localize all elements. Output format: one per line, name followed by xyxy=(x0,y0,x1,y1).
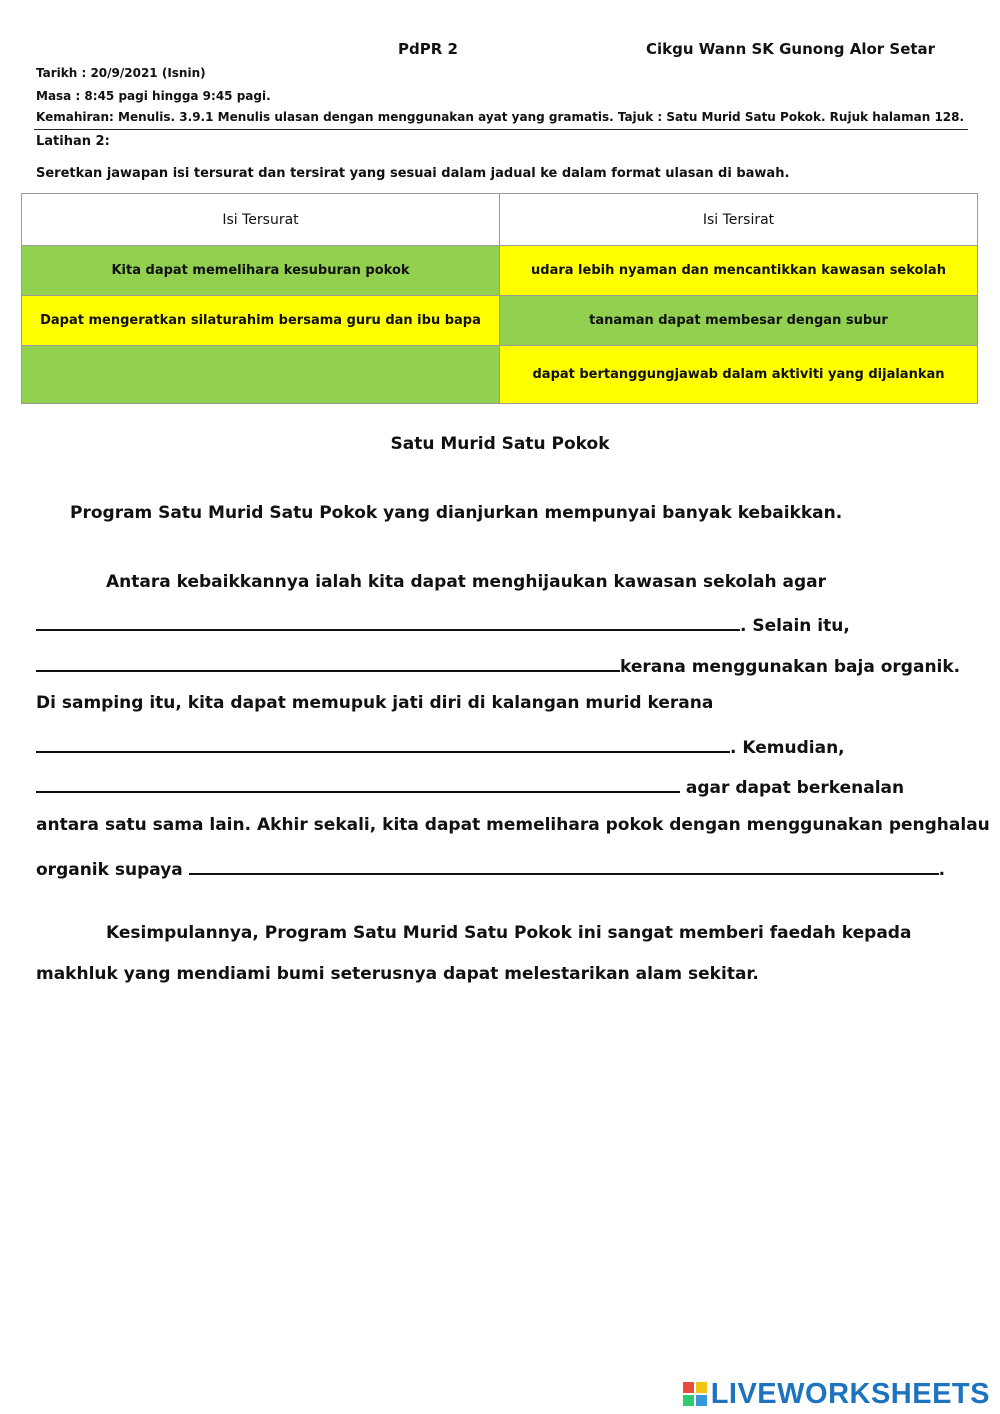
essay-line-2 xyxy=(36,612,850,636)
drop-blank-2[interactable] xyxy=(36,653,620,672)
exercise-instruction: Seretkan jawapan isi tersurat dan tersirat yang sesuai dalam jadual ke dalam format ulasan di bawah. xyxy=(36,166,790,181)
essay-line-1: Antara kebaikkannya ialah kita dapat menghijaukan kawasan sekolah agar xyxy=(106,572,827,592)
essay-text-5: . Kemudian, xyxy=(730,738,845,758)
essay-text-3: kerana menggunakan baja organik. xyxy=(620,657,961,677)
empty-answer-cell xyxy=(22,346,500,404)
draggable-answer-tersirat-1[interactable]: udara lebih nyaman dan mencantikkan kawasan sekolah xyxy=(500,246,978,296)
drop-blank-4[interactable] xyxy=(36,774,680,793)
essay-conclusion-1: Kesimpulannya, Program Satu Murid Satu Pokok ini sangat memberi faedah kepada xyxy=(106,923,912,943)
essay-title: Satu Murid Satu Pokok xyxy=(390,434,610,454)
essay-line-8 xyxy=(36,856,945,880)
liveworksheets-branding xyxy=(683,1378,990,1410)
answer-table xyxy=(21,193,978,404)
drop-blank-3[interactable] xyxy=(36,734,730,753)
drop-blank-5[interactable] xyxy=(189,856,939,875)
liveworksheets-logo-icon xyxy=(683,1382,707,1406)
essay-line-4: Di samping itu, kita dapat memupuk jati diri di kalangan murid kerana xyxy=(36,693,714,713)
essay-text-8: organik supaya xyxy=(36,860,189,880)
col-header-tersurat: Isi Tersurat xyxy=(22,194,500,246)
draggable-answer-tersurat-2[interactable]: Dapat mengeratkan silaturahim bersama guru dan ibu bapa xyxy=(22,296,500,346)
essay-text-8-end: . xyxy=(938,860,946,880)
essay-line-3 xyxy=(36,653,960,677)
essay-line-6 xyxy=(36,774,904,798)
essay-text-6: agar dapat berkenalan xyxy=(680,778,905,798)
brand-text: LIVEWORKSHEETS xyxy=(710,1377,990,1410)
essay-line-7: antara satu sama lain. Akhir sekali, kita dapat memelihara pokok dengan menggunakan penghalau xyxy=(36,815,990,835)
date-text: Tarikh : 20/9/2021 (Isnin) xyxy=(36,66,206,80)
col-header-tersirat: Isi Tersirat xyxy=(500,194,978,246)
essay-line-5 xyxy=(36,734,845,758)
essay-text-2: . Selain itu, xyxy=(740,616,850,636)
essay-intro: Program Satu Murid Satu Pokok yang dianjurkan mempunyai banyak kebaikkan. xyxy=(70,503,843,523)
draggable-answer-tersirat-2[interactable]: tanaman dapat membesar dengan subur xyxy=(500,296,978,346)
draggable-answer-tersurat-1[interactable]: Kita dapat memelihara kesuburan pokok xyxy=(22,246,500,296)
teacher-name: Cikgu Wann SK Gunong Alor Setar xyxy=(646,40,936,58)
time-text: Masa : 8:45 pagi hingga 9:45 pagi. xyxy=(36,89,271,103)
exercise-label: Latihan 2: xyxy=(36,134,110,149)
header-divider xyxy=(34,129,968,130)
draggable-answer-tersirat-3[interactable]: dapat bertanggungjawab dalam aktiviti yang dijalankan xyxy=(500,346,978,404)
page-title: PdPR 2 xyxy=(398,40,458,58)
drop-blank-1[interactable] xyxy=(36,612,740,631)
skill-text: Kemahiran: Menulis. 3.9.1 Menulis ulasan dengan menggunakan ayat yang gramatis. Tajuk : Satu Murid Satu Pokok. Rujuk halaman 128. xyxy=(36,110,965,124)
essay-conclusion-2: makhluk yang mendiami bumi seterusnya dapat melestarikan alam sekitar. xyxy=(36,964,759,984)
